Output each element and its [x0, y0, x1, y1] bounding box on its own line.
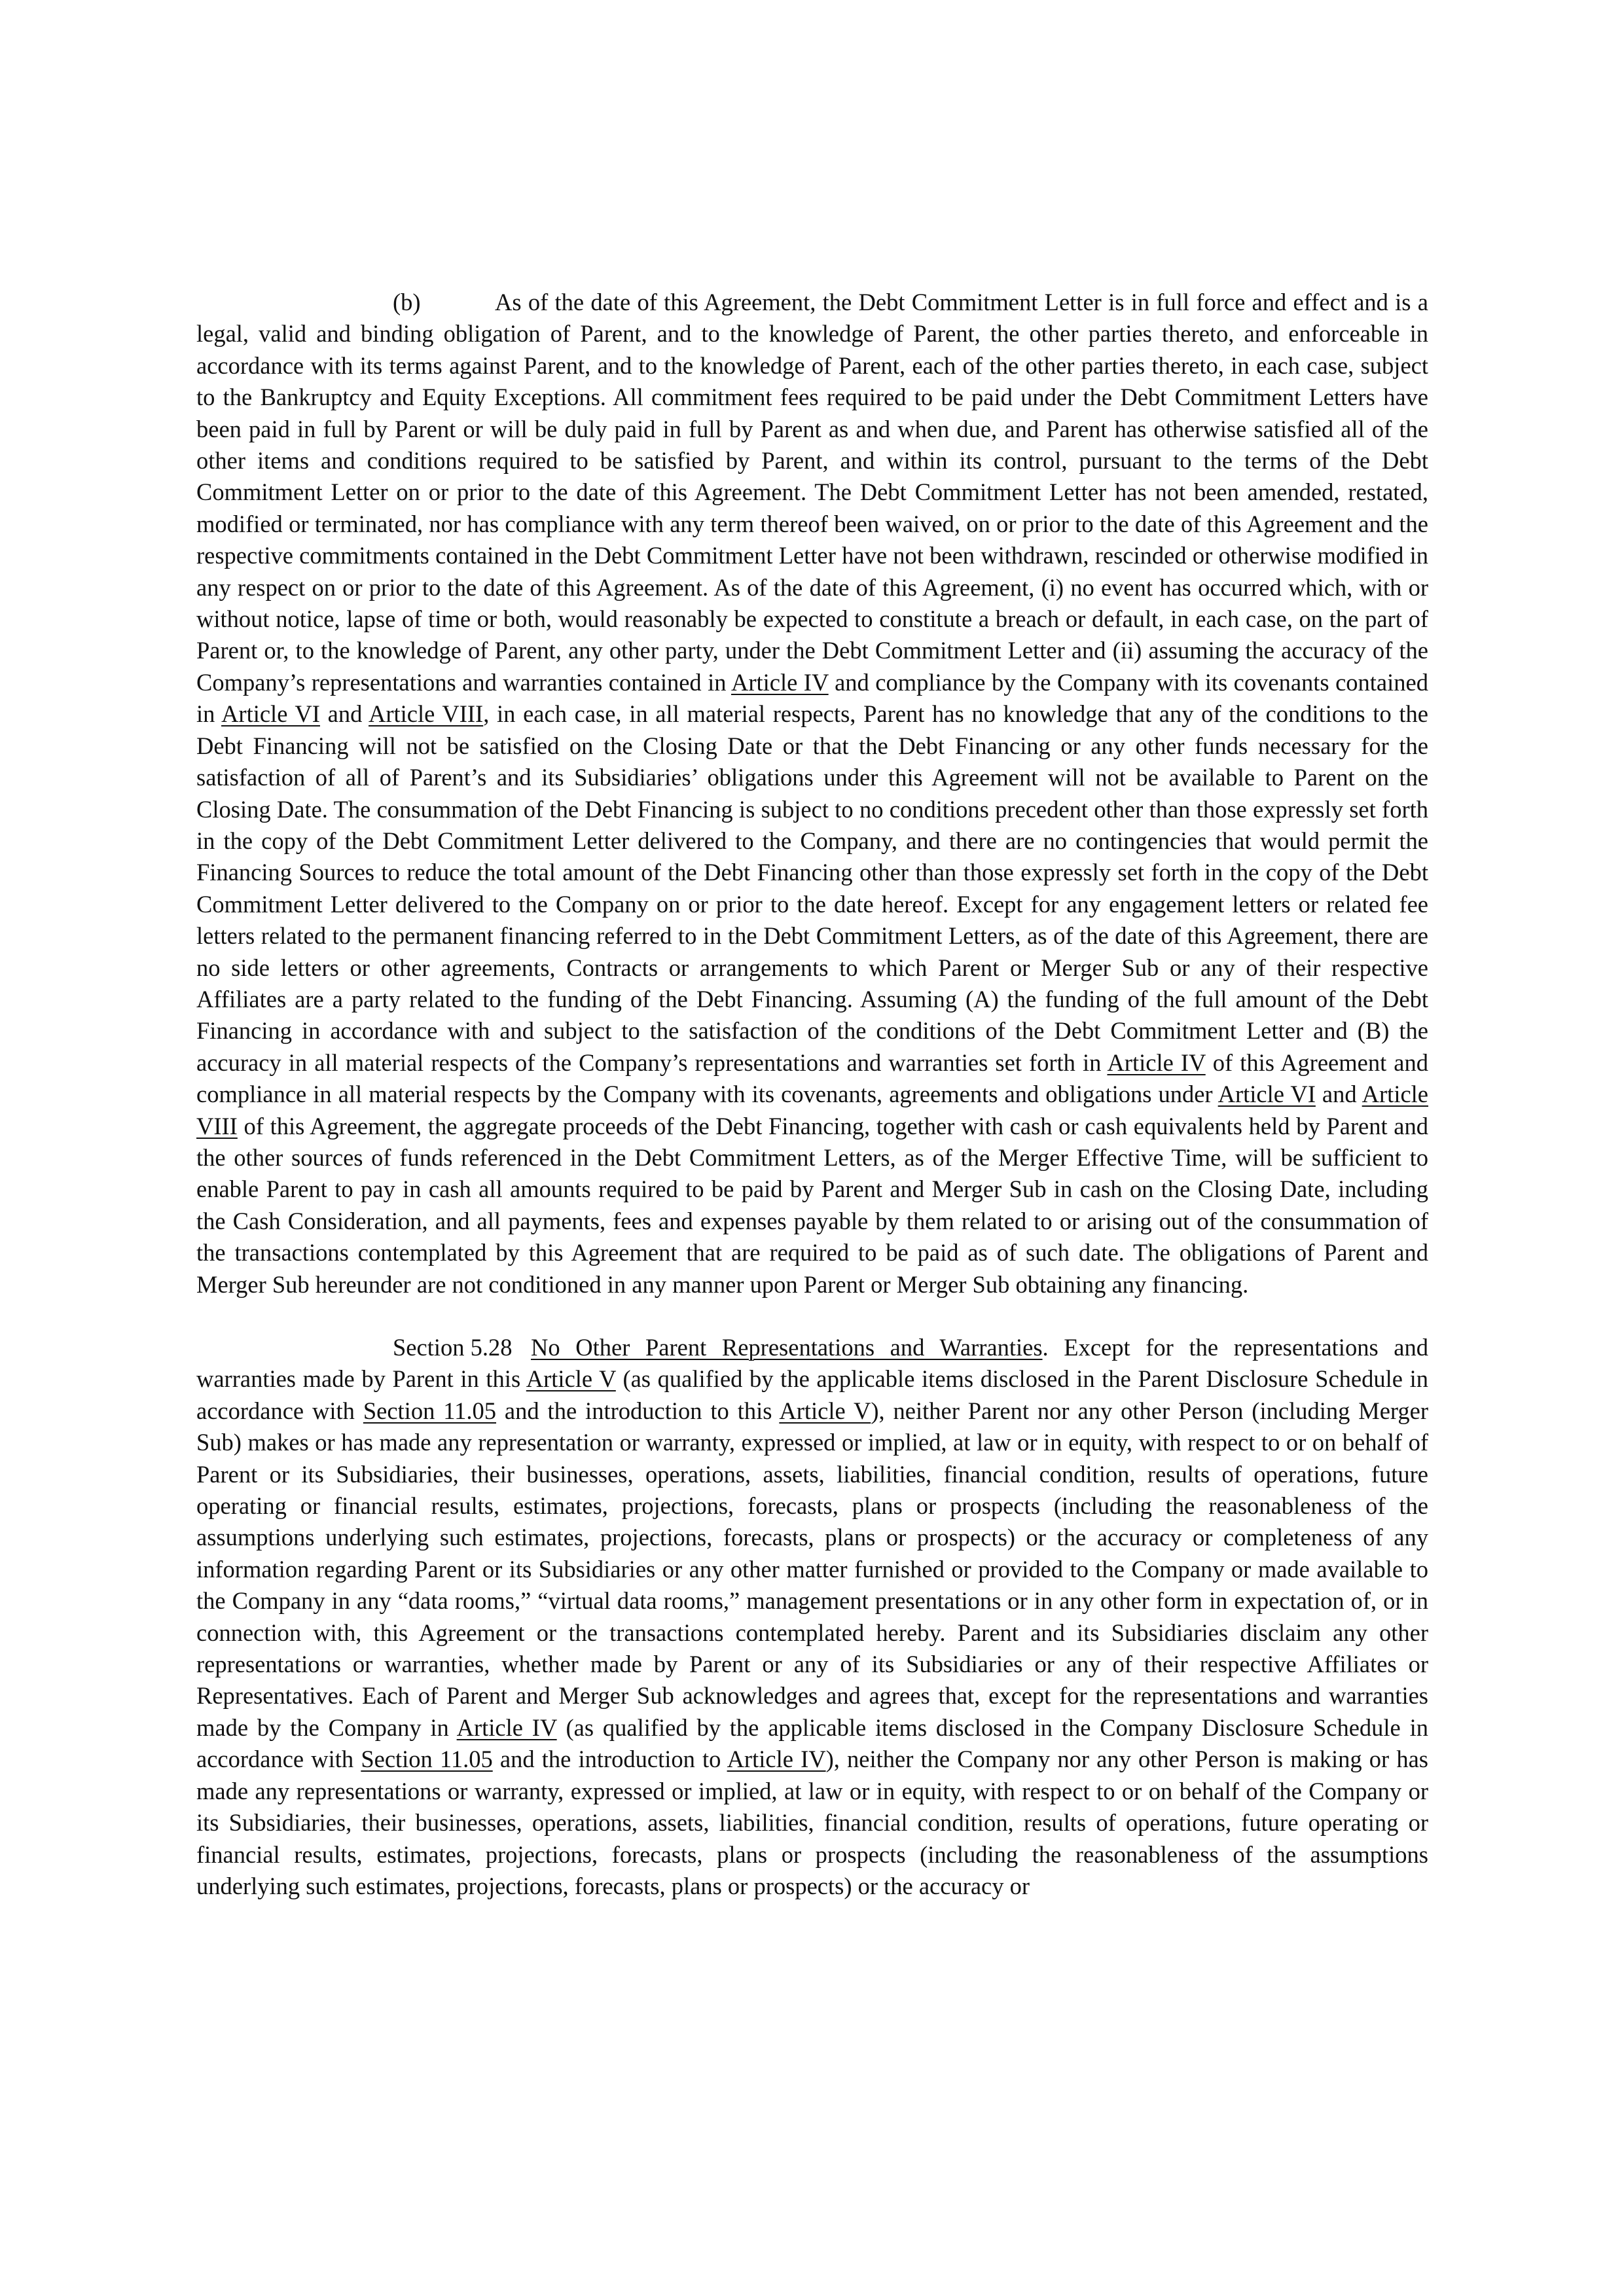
cross-reference-section-11-05[interactable]: Section 11.05: [363, 1397, 497, 1424]
section-text: ), neither Parent nor any other Person (including Merger Sub) makes or has made any representation or warranty, expressed or implied, at law or in equity, with respect to or on behalf of Parent or its Subsidiaries, their businesses, operations, assets, liabilities, financial condition, results of operations, future operating or financial results, estimates, projections, forecasts, plans or prospects (including the reasonableness of the assumptions underlying such estimates, projections, forecasts, plans or prospects) or the accuracy or completeness of any information regarding Parent or its Subsidiaries or any other matter furnished or provided to the Company or made available to the Company in any “data rooms,” “virtual data rooms,” management presentations or in any other form in expectation of, or in connection with, this Agreement or the transactions contemplated hereby. Parent and its Subsidiaries disclaim any other representations or warranties, whether made by Parent or any of its Subsidiaries or any of their respective Affiliates or Representatives. Each of Parent and Merger Sub acknowledges and agrees that, except for the representations and warranties made by the Company in: [196, 1397, 1429, 1741]
paragraph-b-text: of this Agreement and compliance in all material respects by the Company with its covenants, agreements and obligations under: [196, 1049, 1428, 1108]
section-5-28: [196, 1332, 1428, 1902]
cross-reference-article-iv[interactable]: Article IV: [1107, 1049, 1206, 1076]
paragraph-b-text: of this Agreement, the aggregate proceeds of the Debt Financing, together with cash or cash equivalents held by Parent and the other sources of funds referenced in the Debt Commitment Letters, as of the Merger Effective Time, will be sufficient to enable Parent to pay in cash all amounts required to be paid by Parent and Merger Sub in cash on the Closing Date, including the Cash Consideration, and all payments, fees and expenses payable by them related to or arising out of the consummation of the transactions contemplated by this Agreement that are required to be paid as of such date. The obligations of Parent and Merger Sub hereunder are not conditioned in any manner upon Parent or Merger Sub obtaining any financing.: [196, 1112, 1428, 1298]
cross-reference-article-viii[interactable]: Article VIII: [196, 1081, 1429, 1139]
cross-reference-article-v[interactable]: Article V: [779, 1397, 871, 1424]
section-text: ), neither the Company nor any other Person is making or has made any representations or warranty, expressed or implied, at law or in equity, with respect to or on behalf of the Company or its Subsidiaries, their businesses, operations, assets, liabilities, financial condition, results of operations, future operating or financial results, estimates, projections, forecasts, plans or prospects (including the reasonableness of the assumptions underlying such estimates, projections, forecasts, plans or prospects) or the accuracy or: [196, 1746, 1429, 1899]
section-text: and the introduction to: [492, 1746, 727, 1773]
section-number: Section 5.28: [393, 1334, 513, 1361]
section-text: (as qualified by the applicable items disclosed in the Company Disclosure Schedule in accordance with: [196, 1713, 1428, 1773]
section-text: . Except for the representations and warranties made by Parent in this: [196, 1334, 1428, 1393]
section-text: and the introduction to this: [496, 1397, 780, 1424]
cross-reference-section-11-05[interactable]: Section 11.05: [361, 1746, 493, 1773]
cross-reference-article-iv[interactable]: Article IV: [731, 668, 829, 696]
paragraph-b: [196, 287, 1428, 1300]
paragraph-b-text: As of the date of this Agreement, the Debt Commitment Letter is in full force and effect and is a legal, valid and binding obligation of Parent, and to the knowledge of Parent, the other parties thereto, and enforceable in accordance with its terms against Parent, and to the knowledge of Parent, each of the other parties thereto, in each case, subject to the Bankruptcy and Equity Exceptions. All commitment fees required to be paid under the Debt Commitment Letters have been paid in full by Parent or will be duly paid in full by Parent as and when due, and Parent has otherwise satisfied all of the other items and conditions required to be satisfied by Parent, and within its control, pursuant to the terms of the Debt Commitment Letter on or prior to the date of this Agreement. The Debt Commitment Letter has not been amended, restated, modified or terminated, nor has compliance with any term thereof been waived, on or prior to the date of this Agreement and the respective commitments contained in the Debt Commitment Letter have not been withdrawn, rescinded or otherwise modified in any respect on or prior to the date of this Agreement. As of the date of this Agreement, (i) no event has occurred which, with or without notice, lapse of time or both, would reasonably be expected to constitute a breach or default, in each case, on the part of Parent or, to the knowledge of Parent, any other party, under the Debt Commitment Letter and (ii) assuming the accuracy of the Company’s representations and warranties contained in: [196, 289, 1428, 696]
document-page: [196, 287, 1428, 1902]
cross-reference-article-iv[interactable]: Article IV: [727, 1746, 826, 1773]
cross-reference-article-vi[interactable]: Article VI: [221, 700, 320, 728]
paragraph-b-label: (b): [393, 289, 421, 315]
paragraph-b-text: and compliance by the Company with its covenants contained in: [196, 668, 1428, 728]
cross-reference-article-viii[interactable]: Article VIII: [369, 700, 484, 728]
cross-reference-article-vi[interactable]: Article VI: [1218, 1081, 1316, 1108]
section-text: (as qualified by the applicable items disclosed in the Parent Disclosure Schedule in accordance with: [196, 1365, 1428, 1424]
paragraph-b-text: and: [1315, 1081, 1362, 1108]
section-heading: No Other Parent Representations and Warranties: [531, 1334, 1043, 1361]
cross-reference-article-iv[interactable]: Article IV: [456, 1713, 557, 1741]
cross-reference-article-v[interactable]: Article V: [526, 1365, 616, 1393]
paragraph-b-text: , in each case, in all material respects, Parent has no knowledge that any of the conditions to the Debt Financing will not be satisfied on the Closing Date or that the Debt Financing or any other funds necessary for the satisfaction of all of Parent’s and its Subsidiaries’ obligations under this Agreement will not be available to Parent on the Closing Date. The consummation of the Debt Financing is subject to no conditions precedent other than those expressly set forth in the copy of the Debt Commitment Letter delivered to the Company, and there are no contingencies that would permit the Financing Sources to reduce the total amount of the Debt Financing other than those expressly set forth in the copy of the Debt Commitment Letter delivered to the Company on or prior to the date hereof. Except for any engagement letters or related fee letters related to the permanent financing referred to in the Debt Commitment Letters, as of the date of this Agreement, there are no side letters or other agreements, Contracts or arrangements to which Parent or Merger Sub or any of their respective Affiliates are a party related to the funding of the Debt Financing. Assuming (A) the funding of the full amount of the Debt Financing in accordance with and subject to the satisfaction of the conditions of the Debt Commitment Letter and (B) the accuracy in all material respects of the Company’s representations and warranties set forth in: [196, 700, 1428, 1076]
paragraph-b-text: and: [319, 700, 369, 728]
